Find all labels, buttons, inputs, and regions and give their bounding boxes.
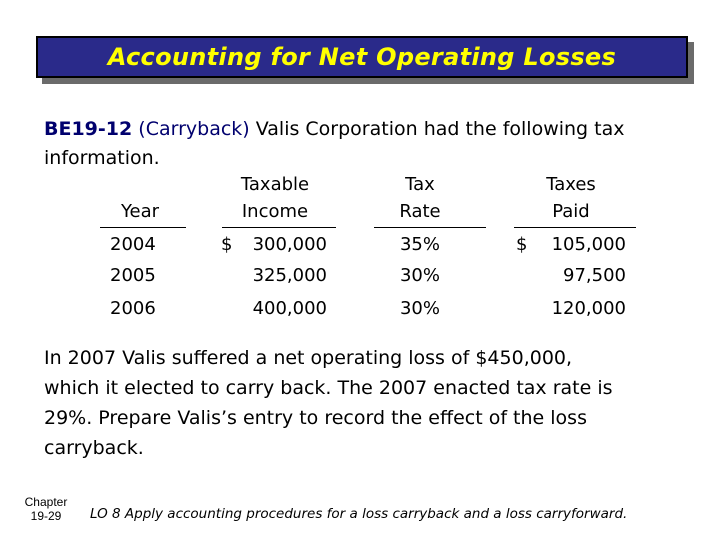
title-banner: [36, 36, 688, 78]
cell-rate: 35%: [399, 234, 440, 255]
cell-year: 2004: [110, 234, 156, 255]
header-rule-income: [222, 227, 336, 228]
chapter-label: [14, 495, 78, 523]
header-rate-line-2: Rate: [399, 201, 441, 222]
cell-income: 325,000: [252, 265, 327, 286]
slide-title: Accounting for Net Operating Losses: [107, 43, 617, 71]
cell-year: 2006: [110, 298, 156, 319]
chapter-page-number: 19-29: [30, 509, 62, 523]
header-taxes-line-2: Paid: [552, 201, 590, 222]
cell-income-sign: $: [221, 234, 233, 255]
header-year-line-1: [100, 171, 180, 198]
header-income-line-2: Income: [241, 201, 309, 222]
paragraph-line-3: 29%. Prepare Valis’s entry to record the effect of the loss: [44, 407, 587, 429]
header-rule-taxes: [514, 227, 636, 228]
header-year-line-2: Year: [120, 201, 160, 222]
header-taxes-line-1: Taxes: [546, 174, 596, 195]
problem-paragraph: [44, 343, 694, 463]
intro-line-1: [44, 115, 704, 144]
header-rule-year: [100, 227, 186, 228]
exercise-tag: (Carryback): [138, 118, 250, 140]
header-rate-line-1: Tax: [405, 174, 435, 195]
intro-line-1-text: Valis Corporation had the following tax: [255, 118, 625, 140]
header-taxable-income: [220, 171, 330, 225]
paragraph-line-4: carryback.: [44, 437, 144, 459]
cell-taxes: 120,000: [551, 298, 626, 319]
paragraph-line-1: In 2007 Valis suffered a net operating loss of $450,000,: [44, 347, 573, 369]
cell-income: 400,000: [252, 298, 327, 319]
paragraph-line-2: which it elected to carry back. The 2007 enacted tax rate is: [44, 377, 613, 399]
header-rule-rate: [374, 227, 486, 228]
cell-taxes: 97,500: [563, 265, 626, 286]
cell-rate: 30%: [399, 298, 440, 319]
header-year: [100, 171, 180, 225]
chapter-text: Chapter: [24, 495, 68, 509]
cell-taxes-sign: $: [516, 234, 528, 255]
cell-taxes: 105,000: [551, 234, 626, 255]
learning-objective: LO 8 Apply accounting procedures for a loss carryback and a loss carryforward.: [90, 506, 628, 522]
cell-year: 2005: [110, 265, 156, 286]
header-income-line-1: Taxable: [240, 174, 310, 195]
cell-rate: 30%: [399, 265, 440, 286]
exercise-code: BE19-12: [44, 118, 133, 140]
header-tax-rate: [380, 171, 460, 225]
header-taxes-paid: [516, 171, 626, 225]
intro-text: [44, 115, 704, 173]
intro-line-2: information.: [44, 147, 160, 169]
cell-income: 300,000: [252, 234, 327, 255]
